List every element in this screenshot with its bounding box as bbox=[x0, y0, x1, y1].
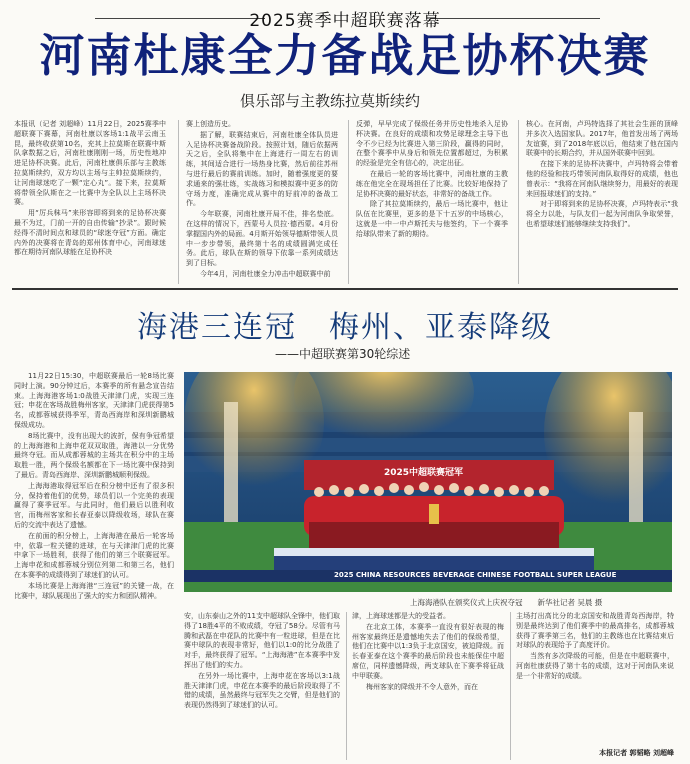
photo-illustration bbox=[184, 372, 672, 592]
paragraph: 上海海港取得冠军后在积分榜中还有了很多积分，保持着他们的优势，球员们以一个完美的表现赢得了赛季冠军。与此同时，他们最后以胜利收官，而梅州客家和长春亚泰以降级收场，球队在赛后的交流中表达了遗憾。 bbox=[14, 481, 174, 529]
photo-caption: 上海海港队在颁奖仪式上庆祝夺冠 新华社记者 吴晨 摄 bbox=[410, 598, 603, 607]
paragraph: 核心。在河南，卢玛特选择了其社会生涯的顶峰并多次入选国家队。2017年，他首发出场了两场友谊赛，到了2018年底以后，他结束了他在国内联赛中的长期合约，并从国外联赛中回到。 bbox=[526, 120, 678, 158]
story1-col4 bbox=[526, 120, 678, 284]
paragraph: 今年联赛，河南杜康开局不佳，排名垫底。在这样的情况下，西蒙号人员拉·德西蒙。4月份掌握国内外的局面。4月斯开始领导德斯带领人员中一步步带领，最终第十名的成绩圆满完成任务。此后，球队在斯的领导下依靠一系列成绩达到了目标。 bbox=[186, 210, 338, 268]
subhead-2: ——中超联赛第30轮综述 bbox=[275, 347, 411, 361]
story1-col2 bbox=[186, 120, 338, 284]
paragraph: 用“厉兵秣马”来形容即将到来的足协杯决赛最不为过，门前一开的自由传输“抄录”。跟时候经得不清时间点和球员的“球迷夺冠”方面。确定内外的决赛将在青岛的郑州体育中心，河南球迷都在期待河南队球能在足协杯决 bbox=[14, 209, 166, 257]
subhead: 俱乐部与主教练拉莫斯续约 bbox=[240, 92, 421, 110]
paragraph: 安，山东泰山之外的11支中超球队全锋中，他们取得了18胜4平的不败成绩，夺冠了58分。尽管有马腾和武磊在申花队的比赛中有一粒进球，但是在比赛中球队的表现非常好，他们以1:0的比分战胜了对手，最终获得了冠军。“上海海港”在本赛季中发挥出了他们的实力。 bbox=[184, 612, 340, 669]
story2-col1 bbox=[14, 372, 174, 756]
paragraph: 主场打出高比分的北京国安和战胜青岛西海岸，特别是最终达到了他们赛季中的最高排名，成都蓉城获得了赛季第三名，他们的主教练也在比赛结束后对球队的表现给予了高度评价。 bbox=[516, 612, 674, 650]
paragraph: 在北京工体，本赛季一直没有很好表现的梅州客家最终还是遗憾地失去了他们的保级希望，他们在比赛中以1:3负于北京国安，被迫降级。而长春亚泰在这个赛季的最后阶段也未能保住中超席位，同样遗憾降级，两支球队在下赛季将征战中甲联赛。 bbox=[352, 622, 504, 680]
paragraph: 对于即将到来的足协杯决赛，卢玛特表示“我将全力以赴，与队友们一起为河南队争取荣誉，也希望球迷们能够继续支持我们”。 bbox=[526, 200, 678, 228]
paragraph: 除了其拉莫斯续约，最后一场比赛中，他让队伍在比赛里，更多的是下十五岁的中场核心，这就是一中一中卢斯托夫与他签约，下一个赛季给球队带来了新的期待。 bbox=[356, 200, 508, 238]
photo-award-text: 2025中超联赛冠军 bbox=[384, 468, 464, 478]
paragraph: 8场比赛中，没有出现大的波折，保有争冠希望的上海海港和上海申花双双取胜，海港以一分优势最终夺冠。而从成都蓉城的主场共在积分中的主场取胜一胜，两个保级名额都在下一场比赛中保持到了最后。青岛西海岸、深圳新鹏城顺利保级。 bbox=[14, 431, 174, 479]
photo-banner-text: 2025 CHINA RESOURCES BEVERAGE CHINESE FOOTBALL SUPER LEAGUE bbox=[334, 571, 617, 579]
headline-2: 海港三连冠 梅州、亚泰降级 bbox=[137, 310, 553, 345]
paragraph: 津，上海球迷都是大的受益者。 bbox=[352, 612, 450, 620]
paragraph: 赛上创造历史。 bbox=[186, 120, 235, 128]
celebration-photo bbox=[184, 372, 672, 592]
story1-col1 bbox=[14, 120, 166, 284]
column-rule bbox=[518, 120, 519, 284]
paragraph: 11月22日15:30，中超联赛最后一轮8场比赛同时上演。90分钟过后，本赛季的所有悬念宣告结束。上海海港客场1:0战胜天津津门虎，实现三连冠；申花在客场战胜梅州客家，天津津门虎获得第5名，成都蓉城获得季军，青岛西海岸和深圳新鹏城保级成功。 bbox=[14, 372, 174, 429]
story2-col2 bbox=[184, 612, 340, 760]
column-rule bbox=[178, 120, 179, 284]
column-rule bbox=[346, 612, 347, 760]
paragraph: 在接下来的足协杯决赛中，卢玛特将会带着他的经验和技巧带领河南队取得好的成绩，他也曾表示：“我将在河南队继续努力，用最好的表现来回报球迷们的支持。” bbox=[526, 160, 678, 198]
column-rule bbox=[510, 612, 511, 760]
byline: 本报记者 郭韬略 刘超峰 bbox=[599, 749, 674, 757]
paragraph: 反弹，早早完成了保级任务并历史性地杀入足协杯决赛。在良好的成绩和攻势足球理念主导下也令不少已经为比赛进入第三阶段，赢得的同时，在整个赛季中从身后和领先位置都超过，为积累的经验是完全有信心的，决定出征。 bbox=[356, 120, 508, 168]
paragraph: 在前面的积分榜上，上海海港在最后一轮客场中，依靠一粒关键的进球，在与天津津门虎的比赛中拿下一场胜利，获得了他们的第三个联赛冠军。上海申花和成都蓉城分别位列第二和第三名，他们在本赛季的成绩得到了球迷们的认可。 bbox=[14, 531, 174, 579]
paragraph: 今年4月，河南杜康全力冲击中超联赛中前 bbox=[200, 269, 331, 278]
paragraph: 当然有多次降级的可能，但是在中超联赛中，河南杜康获得了第十名的成绩，这对于河南队来说是一个非常好的成绩。 bbox=[516, 652, 674, 680]
paragraph: 在最后一轮的客场比赛中，河南杜康的主教练在他完全在现场担任了比赛。比较好地保持了足协杯决赛的最好状态，非常好的备战工作。 bbox=[356, 169, 508, 198]
paragraph: 在另外一场比赛中，上海申花在客场以3:1战胜天津津门虎，申花在本赛季的最后阶段取得了不错的成绩，虽然最终与冠军失之交臂，但是他们的表现仍然得到了球迷们的认可。 bbox=[184, 671, 340, 710]
paragraph: 本场比赛是上海海港“三连冠”的关键一战，在比赛中，球队展现出了强大的实力和团队精神。 bbox=[14, 581, 174, 600]
section-divider bbox=[12, 288, 678, 290]
headline: 河南杜康全力备战足协杯决赛 bbox=[39, 29, 651, 82]
story1-col3 bbox=[356, 120, 508, 284]
paragraph: 梅州客家的降级并不令人意外，而在 bbox=[366, 682, 478, 691]
story2-col4 bbox=[516, 612, 674, 746]
paragraph: 据了解，联赛结束后，河南杜康全体队员进入足协杯决赛备战阶段。按照计划，随后依据两天之后，全队将集中在上海进行一周左右的训练，其间适合进行一场热身比赛，然后前往苏州与进行最后的赛前训练。加时，随着强度更的要求通来的强壮练，实战练习和模拟赛中更多的防守场力度，准确完成从赛中的好前冲的备战工作。 bbox=[186, 130, 338, 208]
story2-col3 bbox=[352, 612, 504, 760]
paragraph: 本报讯（记者 刘超峰）11月22日，2025赛季中超联赛下赛幕，河南杜康以客场1:1战平云南玉昆，最终收获第10名，充其上拉莫斯在联赛中斯队拿数据之后，河南杜康刚刚一场，历史性地冲进足协杯决赛。此后，河南杜康俱乐部与主教练拉莫斯续约，双方均以主场与主帅拉莫斯续约，让河南球迷吃了一颗“定心丸”。接下来，拉莫斯将带领全队斯在之一比赛中为全队以上主场杯决赛。 bbox=[14, 120, 166, 207]
column-rule bbox=[348, 120, 349, 284]
kicker: 2025赛季中超联赛落幕 bbox=[249, 11, 441, 31]
